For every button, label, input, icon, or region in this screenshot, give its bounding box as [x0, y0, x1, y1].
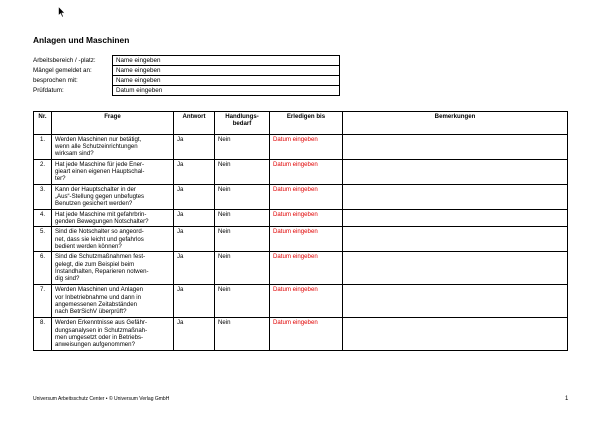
info-row	[33, 66, 340, 76]
question-text: Werden Maschinen und Anlagen vor Inbetriebnahme und dann in angemessenen Zeitabständen nach BetrSichV überprüft?	[52, 285, 174, 318]
due-date-cell[interactable]: Datum eingeben	[270, 227, 343, 252]
question-text: Hat jede Maschine für jede Ener- gieart einen eigenen Hauptschal- ter?	[52, 160, 174, 185]
table-row	[34, 285, 568, 318]
pruefdatum-field[interactable]: Datum eingeben	[113, 86, 340, 96]
action-needed-cell[interactable]: Nein	[215, 285, 270, 318]
action-needed-cell[interactable]: Nein	[215, 185, 270, 210]
besprochen-mit-field[interactable]: Name eingeben	[113, 76, 340, 86]
remarks-cell[interactable]	[343, 285, 568, 318]
row-number: 3.	[34, 185, 52, 210]
header-row	[34, 112, 568, 135]
info-block	[33, 55, 340, 96]
row-number: 4.	[34, 210, 52, 227]
info-row	[33, 56, 340, 66]
info-row	[33, 86, 340, 96]
answer-cell[interactable]: Ja	[174, 160, 215, 185]
col-header-erledigen-bis: Erledigen bis	[270, 112, 343, 135]
page-title: Anlagen und Maschinen	[33, 35, 130, 45]
action-needed-cell[interactable]: Nein	[215, 160, 270, 185]
table-row	[34, 160, 568, 185]
col-header-nr: Nr.	[34, 112, 52, 135]
action-needed-cell[interactable]: Nein	[215, 135, 270, 160]
col-header-frage: Frage	[52, 112, 174, 135]
due-date-cell[interactable]: Datum eingeben	[270, 185, 343, 210]
answer-cell[interactable]: Ja	[174, 318, 215, 351]
due-date-cell[interactable]: Datum eingeben	[270, 160, 343, 185]
row-number: 6.	[34, 252, 52, 285]
table-row	[34, 252, 568, 285]
mouse-pointer-icon	[58, 6, 66, 18]
table-row	[34, 210, 568, 227]
col-header-antwort: Antwort	[174, 112, 215, 135]
col-header-handlungsbedarf: Handlungs- bedarf	[215, 112, 270, 135]
answer-cell[interactable]: Ja	[174, 185, 215, 210]
due-date-cell[interactable]: Datum eingeben	[270, 135, 343, 160]
table-row	[34, 185, 568, 210]
answer-cell[interactable]: Ja	[174, 135, 215, 160]
action-needed-cell[interactable]: Nein	[215, 252, 270, 285]
row-number: 2.	[34, 160, 52, 185]
table-row	[34, 227, 568, 252]
info-row	[33, 76, 340, 86]
col-header-bemerkungen: Bemerkungen	[343, 112, 568, 135]
due-date-cell[interactable]: Datum eingeben	[270, 210, 343, 227]
row-number: 5.	[34, 227, 52, 252]
remarks-cell[interactable]	[343, 135, 568, 160]
remarks-cell[interactable]	[343, 252, 568, 285]
answer-cell[interactable]: Ja	[174, 252, 215, 285]
answer-cell[interactable]: Ja	[174, 227, 215, 252]
due-date-cell[interactable]: Datum eingeben	[270, 318, 343, 351]
info-label: Mängel gemeldet an:	[33, 66, 92, 74]
question-text: Werden Erkenntnisse aus Gefähr- dungsanalysen in Schutzmaßnah- men umgesetzt oder in Betriebs- anweisungen aufgenommen?	[52, 318, 174, 351]
remarks-cell[interactable]	[343, 318, 568, 351]
due-date-cell[interactable]: Datum eingeben	[270, 252, 343, 285]
row-number: 8.	[34, 318, 52, 351]
remarks-cell[interactable]	[343, 227, 568, 252]
action-needed-cell[interactable]: Nein	[215, 318, 270, 351]
info-label: besprochen mit:	[33, 76, 78, 84]
question-text: Kann der Hauptschalter in der „Aus“-Stellung gegen unbefugtes Benutzen gesichert werden?	[52, 185, 174, 210]
question-text: Werden Maschinen nur betätigt, wenn alle Schutzeinrichtungen wirksam sind?	[52, 135, 174, 160]
page-number: 1	[565, 396, 569, 402]
remarks-cell[interactable]	[343, 160, 568, 185]
maengel-gemeldet-field[interactable]: Name eingeben	[113, 66, 340, 76]
row-number: 7.	[34, 285, 52, 318]
info-label: Prüfdatum:	[33, 86, 64, 94]
arbeitsbereich-field[interactable]: Name eingeben	[113, 56, 340, 66]
due-date-cell[interactable]: Datum eingeben	[270, 285, 343, 318]
answer-cell[interactable]: Ja	[174, 285, 215, 318]
row-number: 1.	[34, 135, 52, 160]
table-row	[34, 318, 568, 351]
footer-text: Universum Arbeitsschutz Center • © Universum Verlag GmbH	[33, 396, 170, 402]
remarks-cell[interactable]	[343, 210, 568, 227]
action-needed-cell[interactable]: Nein	[215, 227, 270, 252]
question-text: Sind die Schutzmaßnahmen fest- gelegt, die zum Beispiel beim Instandhalten, Reparieren notwen- dig sind?	[52, 252, 174, 285]
remarks-cell[interactable]	[343, 185, 568, 210]
info-label: Arbeitsbereich / -platz:	[33, 56, 96, 64]
checklist-table	[33, 111, 568, 351]
answer-cell[interactable]: Ja	[174, 210, 215, 227]
action-needed-cell[interactable]: Nein	[215, 210, 270, 227]
table-row	[34, 135, 568, 160]
question-text: Hat jede Maschine mit gefahrbrin- genden Bewegungen Notschalter?	[52, 210, 174, 227]
question-text: Sind die Notschalter so angeord- net, dass sie leicht und gefahrlos bedient werden können?	[52, 227, 174, 252]
